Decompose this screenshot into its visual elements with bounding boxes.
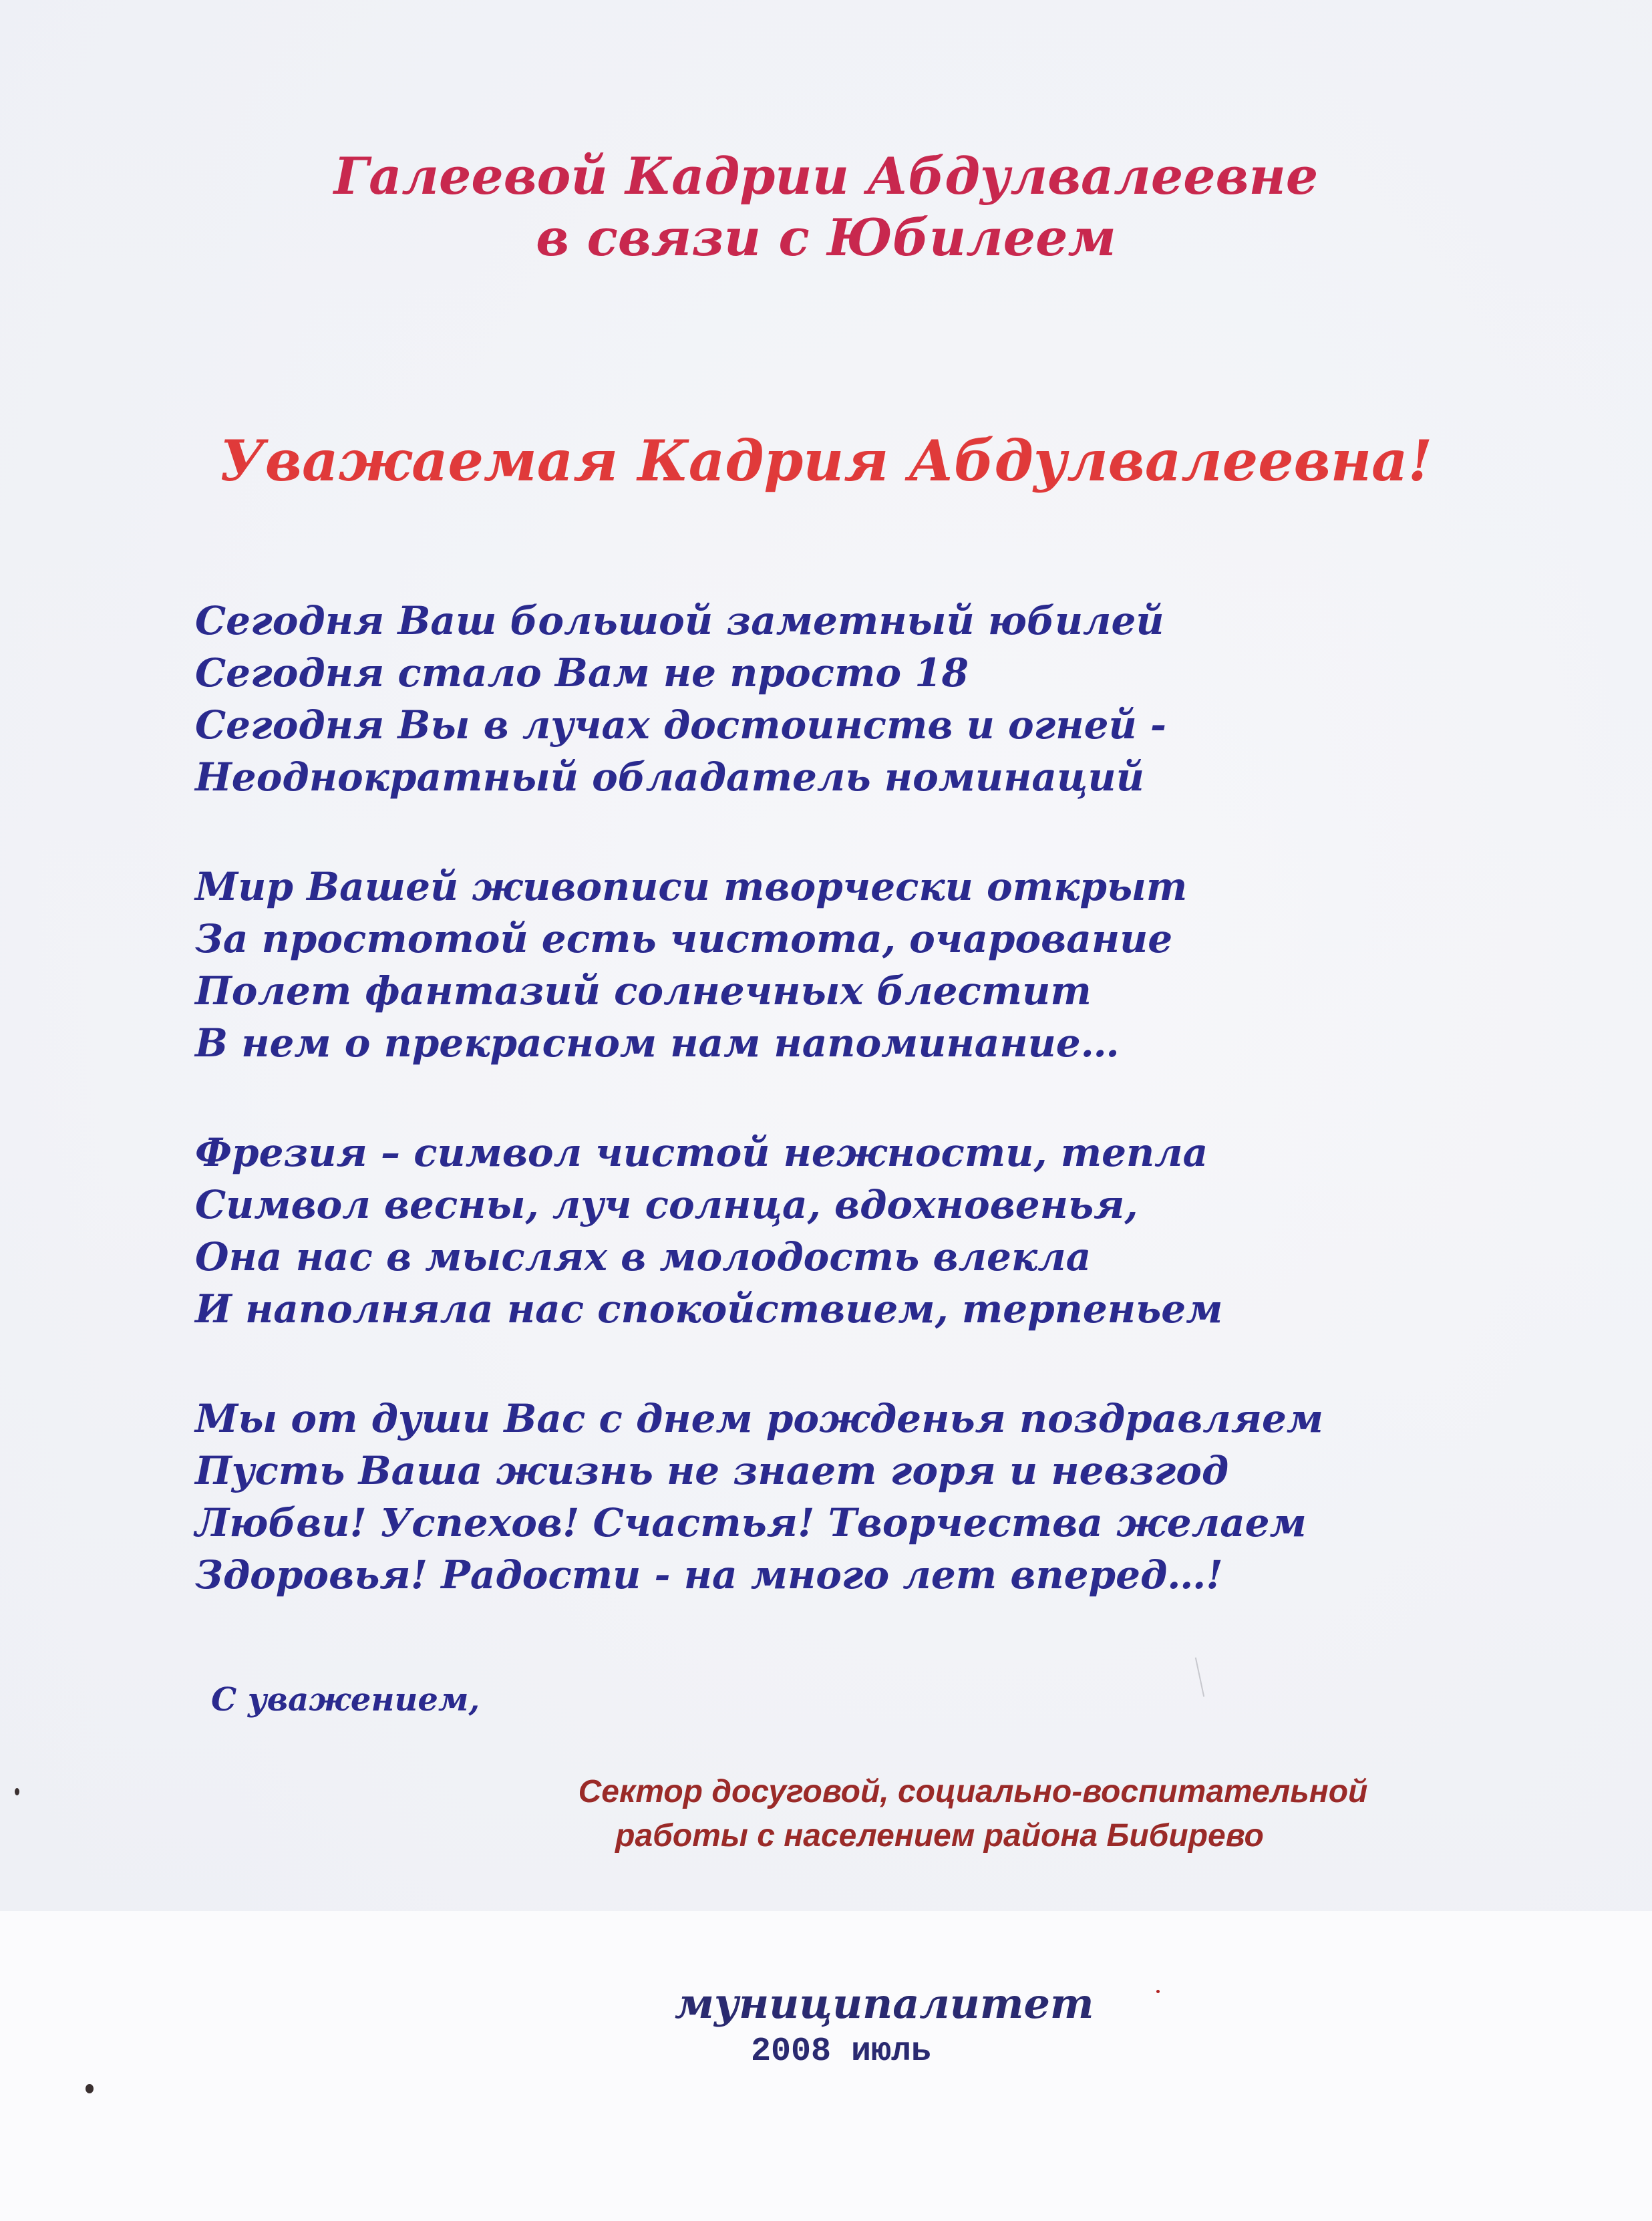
poem-line: Сегодня стало Вам не просто 18 — [195, 650, 969, 696]
poem — [195, 595, 1323, 1658]
poem-line: Мы от души Вас с днем рожденья поздравляем — [195, 1396, 1324, 1441]
poem-stanza — [195, 861, 1323, 1069]
occasion-line: в связи с Юбилеем — [536, 208, 1116, 267]
poem-line: Пусть Ваша жизнь не знает горя и невзгод — [195, 1448, 1229, 1493]
poem-line: Неоднократный обладатель номинаций — [195, 754, 1144, 800]
poem-line: Мир Вашей живописи творчески открыт — [195, 864, 1188, 909]
poem-line: Полет фантазий солнечных блестит — [195, 968, 1092, 1014]
poem-stanza — [195, 1392, 1323, 1601]
poem-line: Здоровья! Радости - на много лет вперед…! — [195, 1552, 1223, 1598]
closing-regards: С уважением, — [211, 1681, 480, 1719]
organization-line-1: Сектор досуговой, социально-воспитательной — [578, 1774, 1368, 1809]
municipality-label: муниципалитет — [675, 1979, 1094, 2028]
salutation: Уважаемая Кадрия Абдулвалеевна! — [219, 428, 1433, 494]
paper-speck — [1156, 1990, 1160, 1993]
poem-line: Любви! Успехов! Счастья! Творчества желаем — [195, 1500, 1307, 1545]
paper-crease — [1195, 1657, 1204, 1696]
recipient-name: Галеевой Кадрии Абдулвалеевне — [333, 146, 1319, 206]
poem-line: Сегодня Вы в лучах достоинств и огней - — [195, 702, 1166, 748]
paper-speck — [15, 1788, 19, 1795]
poem-line: Сегодня Ваш большой заметный юбилей — [195, 598, 1164, 643]
letter-date: 2008 июль — [751, 2033, 932, 2071]
paper-speck — [86, 2084, 94, 2093]
organization-line-2: работы с населением района Бибирево — [615, 1818, 1264, 1854]
poem-stanza — [195, 1127, 1323, 1335]
poem-stanza — [195, 595, 1323, 803]
poem-line: Она нас в мыслях в молодость влекла — [195, 1234, 1092, 1280]
poem-line: И наполняла нас спокойствием, терпеньем — [195, 1286, 1223, 1332]
poem-line: Символ весны, луч солнца, вдохновенья, — [195, 1182, 1138, 1227]
poem-line: За простотой есть чистота, очарование — [195, 916, 1173, 961]
poem-line: Фрезия – символ чистой нежности, тепла — [195, 1130, 1208, 1175]
poem-line: В нем о прекрасном нам напоминание… — [195, 1020, 1120, 1066]
